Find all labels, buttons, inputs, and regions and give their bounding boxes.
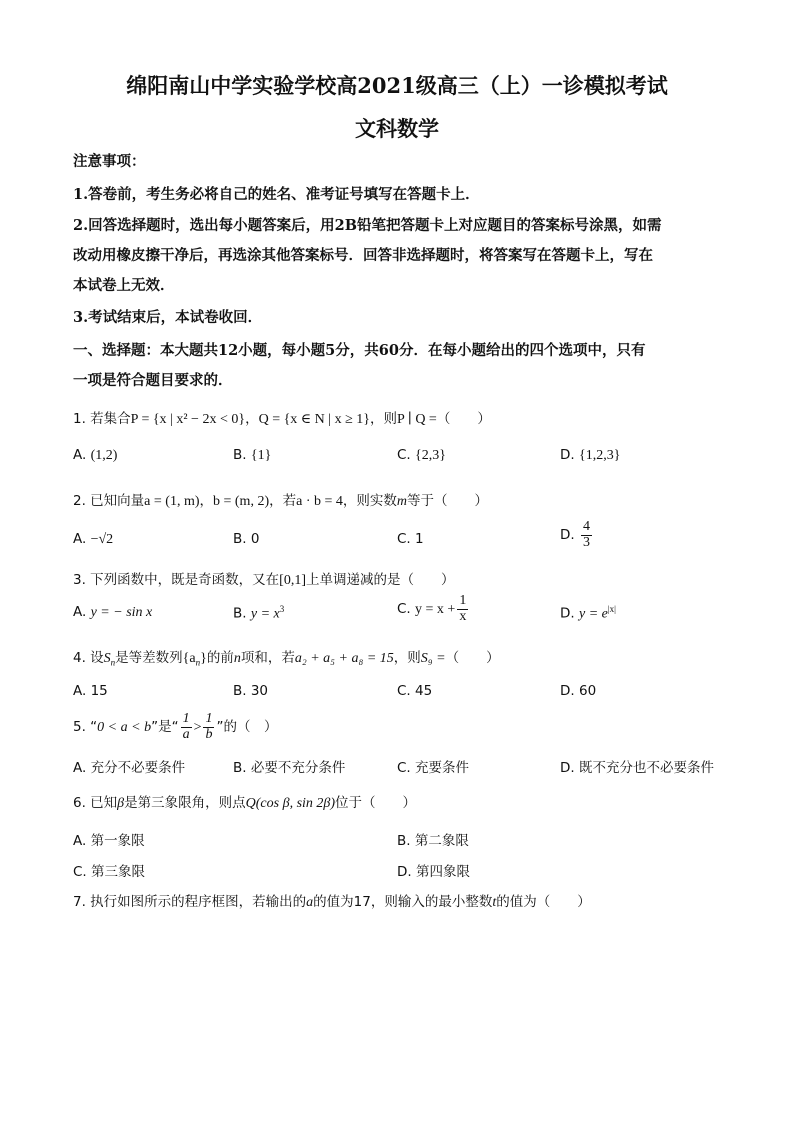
q4-mid4: ，则: [393, 650, 421, 666]
q5-tail: ”的（ ）: [216, 719, 278, 736]
q2-option-c: C. 1: [397, 531, 424, 547]
q5-option-c: C. 充要条件: [397, 760, 470, 776]
q5-option-a: A. 充分不必要条件: [73, 760, 186, 776]
q4-tail: （ ）: [445, 650, 500, 666]
q2-option-b: B. 0: [233, 531, 260, 547]
q2-condition: a · b = 4: [296, 494, 343, 509]
q6-tail: 位于（ ）: [335, 795, 417, 811]
q6-option-d: D. 第四象限: [397, 864, 470, 880]
q2-tail: ，则实数: [342, 493, 397, 509]
q4-s9: S₉ =: [420, 651, 446, 666]
q7-mid: 的值为17，则输入的最小整数: [313, 894, 493, 910]
q3-c-numerator: 1: [459, 593, 467, 608]
note-3: 3.考试结束后，本试卷收回．: [73, 309, 263, 326]
exam-subtitle: 文科数学: [355, 116, 439, 141]
q3-interval: [0,1]: [279, 573, 306, 588]
q3-option-b: B. $y = x^3$: [233, 604, 285, 622]
q4-sn: S: [103, 651, 111, 666]
q6-point: Q(cos β, sin 2β): [245, 796, 336, 811]
note-1: 1.答卷前，考生务必将自己的姓名、准考证号填写在答题卡上．: [73, 186, 480, 203]
note-2-line-2: 改动用橡皮擦干净后，再选涂其他答案标号．回答非选择题时，将答案写在答题卡上，写在: [73, 247, 653, 264]
q6-option-a: A. 第一象限: [73, 833, 145, 849]
question-6: [73, 791, 416, 812]
q2-vector-b: b = (m, 2): [213, 494, 270, 509]
q4-option-b: B. 30: [233, 683, 269, 699]
section-heading-line-2: 一项是符合题目要求的．: [73, 372, 233, 389]
q5-option-b: B. 必要不充分条件: [233, 760, 346, 776]
q1-prefix: 1. 若集合: [73, 411, 131, 427]
q2-option-a: A. −√2: [73, 531, 114, 547]
q7-a: a: [306, 895, 314, 910]
q3-option-a: A. y = − sin x: [73, 604, 153, 620]
q4-option-c: C. 45: [397, 683, 433, 699]
q1-option-d: D. {1,2,3}: [560, 447, 621, 463]
q3-option-d: D. $y = e^{|x|}$: [560, 604, 616, 622]
question-7: [73, 890, 591, 911]
q1-tail: （ ）: [436, 411, 491, 427]
q5-mid: ”是“: [151, 719, 179, 736]
exam-title: 绵阳南山中学实验学校高2021级高三（上）一诊模拟考试: [126, 73, 668, 98]
q4-condition: a₂ + a₅ + a₈ = 15: [294, 651, 394, 666]
q4-prefix: 4. 设: [73, 650, 104, 666]
q1-set-q: Q = {x ∈ N | x ≥ 1}: [258, 412, 370, 427]
q2-mid: ，若: [269, 493, 297, 509]
q2-var: m: [396, 494, 408, 509]
q4-n: n: [233, 651, 241, 666]
q6-option-b: B. 第二象限: [397, 833, 469, 849]
q5-condition: 0 < a < b: [97, 720, 152, 736]
q6-option-c: C. 第三象限: [73, 864, 146, 880]
q1-set-p: P = {x | x² − 2x < 0}: [130, 412, 246, 427]
q5-prefix: 5. “: [73, 719, 98, 736]
q1-sep: ，: [245, 411, 259, 427]
question-5: 5. “0 < a < b”是“ $\frac{1}{a}$ > $\frac{1}{b}$ ”的（ ）: [73, 711, 278, 742]
q4-an: {a: [182, 651, 196, 666]
q4-mid2: 的前: [206, 650, 234, 666]
q6-beta: β: [117, 796, 125, 811]
q1-expression: P ∣ Q =: [396, 412, 437, 427]
section-heading-line-1: 一、选择题：本大题共12小题，每小题5分，共60分．在每小题给出的四个选项中，只有: [73, 342, 646, 359]
q1-option-c: C. {2,3}: [397, 447, 446, 463]
q1-option-b: B. {1}: [233, 447, 272, 463]
q6-prefix: 6. 已知: [73, 795, 118, 811]
q6-mid: 是第三象限角，则点: [124, 795, 246, 811]
q2-sep: ，: [199, 493, 213, 509]
question-4: 4. 设$S_n$是等差数列$\{a_n\}$的前n项和，若a₂ + a₅ + a₈ = 15，则S₉ =（ ）: [73, 650, 500, 668]
q2-option-d: D. $\frac{4}{3}$: [560, 519, 590, 550]
note-2-line-1: 2.回答选择题时，选出每小题答案后，用2B铅笔把答题卡上对应题目的答案标号涂黑，如需: [73, 217, 662, 234]
note-2-line-3: 本试卷上无效．: [73, 277, 175, 294]
q4-option-a: A. 15: [73, 683, 108, 699]
question-2: [73, 489, 488, 510]
q7-prefix: 7. 执行如图所示的程序框图，若输出的: [73, 894, 307, 910]
q1-option-a: A. (1,2): [73, 447, 118, 463]
q3-option-c: C. y = x + $\frac{1}{x}$: [397, 593, 467, 624]
q2-d-denominator: 3: [582, 534, 590, 550]
q5-option-d: D. 既不充分也不必要条件: [560, 760, 714, 776]
question-3: [73, 568, 455, 589]
question-1: [73, 407, 491, 428]
q4-mid1: 是等差数列: [115, 650, 183, 666]
q3-c-denominator: x: [459, 608, 467, 624]
q2-end: 等于（ ）: [407, 493, 489, 509]
q2-vector-a: a = (1, m): [144, 494, 200, 509]
q7-t: t: [492, 895, 497, 910]
q4-mid3: 项和，若: [240, 650, 295, 666]
q4-option-d: D. 60: [560, 683, 597, 699]
notes-heading: 注意事项：: [73, 153, 146, 170]
q3-tail: 上单调递减的是（ ）: [306, 572, 455, 588]
q2-prefix: 2. 已知向量: [73, 493, 145, 509]
q2-d-numerator: 4: [582, 519, 590, 534]
q1-mid: ，则: [369, 411, 397, 427]
q7-tail: 的值为（ ）: [496, 894, 591, 910]
q3-prefix: 3. 下列函数中，既是奇函数，又在: [73, 572, 280, 588]
